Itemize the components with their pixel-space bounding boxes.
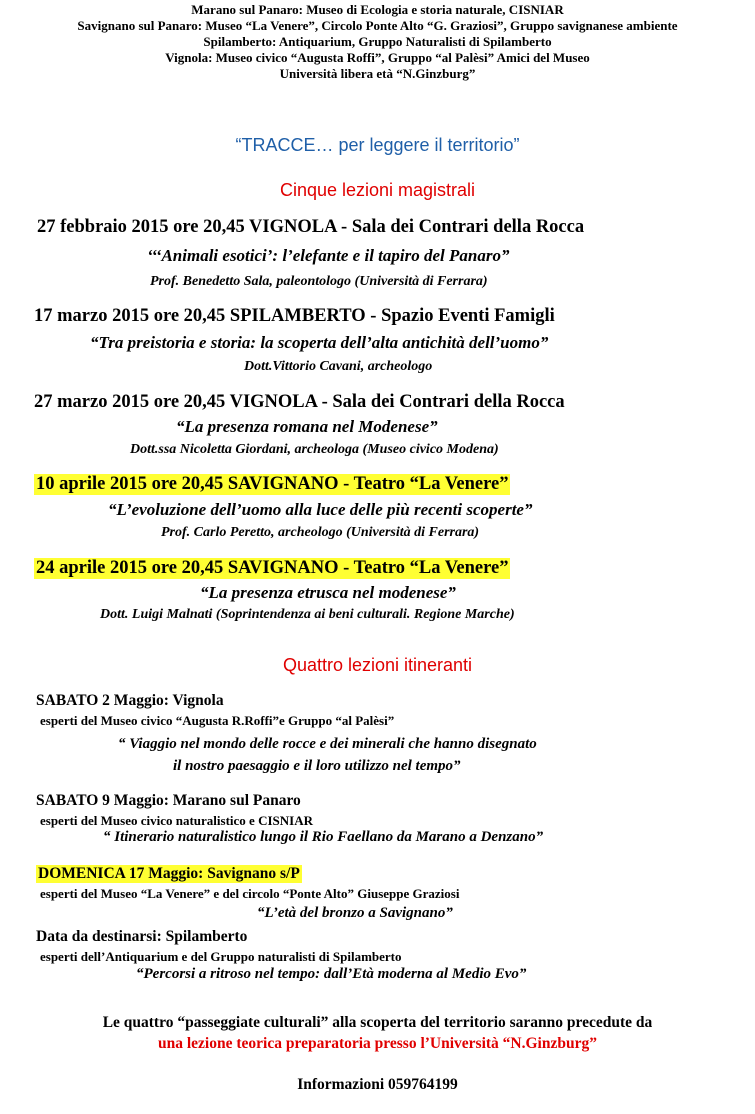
walk-3-title-line-1: “L’età del bronzo a Savignano” [257,905,453,921]
lecture-2-date: 17 marzo 2015 ore 20,45 SPILAMBERTO - Spazio Eventi Famigli [34,306,555,326]
footer-line-1: Le quattro “passeggiate culturali” alla scoperta del territorio saranno precedute da [102,1014,653,1031]
walk-2-title-line-1: “ Itinerario naturalistico lungo il Rio Faellano da Marano a Denzano” [103,829,544,845]
footer-line-2: una lezione teorica preparatoria presso l’Università “N.Ginzburg” [158,1035,597,1052]
lecture-2-title: “Tra preistoria e storia: la scoperta dell’alta antichità dell’uomo” [90,333,549,352]
lecture-4-date: 10 aprile 2015 ore 20,45 SAVIGNANO - Teatro “La Venere” [36,474,509,494]
walk-3-head: DOMENICA 17 Maggio: Savignano s/P [38,865,300,882]
page-title: “TRACCE… per leggere il territorio” [235,135,520,155]
walk-4-experts: esperti dell’Antiquarium e del Gruppo naturalisti di Spilamberto [40,949,402,964]
header-line-3: Spilamberto: Antiquarium, Gruppo Naturalisti di Spilamberto [203,34,552,49]
walk-2-head: SABATO 9 Maggio: Marano sul Panaro [36,792,301,809]
lecture-2-speaker: Dott.Vittorio Cavani, archeologo [244,359,433,374]
lecture-3-speaker: Dott.ssa Nicoletta Giordani, archeologa (Museo civico Modena) [130,442,499,457]
lecture-4-title: “L’evoluzione dell’uomo alla luce delle più recenti scoperte” [108,500,533,519]
lecture-1-speaker: Prof. Benedetto Sala, paleontologo (Università di Ferrara) [150,274,488,289]
walk-1-title-line-1: “ Viaggio nel mondo delle rocce e dei minerali che hanno disegnato [118,736,537,752]
walk-2-experts: esperti del Museo civico naturalistico e CISNIAR [40,813,313,828]
walk-3-experts: esperti del Museo “La Venere” e del circolo “Ponte Alto” Giuseppe Graziosi [40,886,460,901]
lecture-1-date: 27 febbraio 2015 ore 20,45 VIGNOLA - Sala dei Contrari della Rocca [37,217,585,237]
section-heading-lectures: Cinque lezioni magistrali [279,180,476,200]
lecture-3-date: 27 marzo 2015 ore 20,45 VIGNOLA - Sala dei Contrari della Rocca [34,392,565,412]
header-line-4: Vignola: Museo civico “Augusta Roffi”, Gruppo “al Palèsi” Amici del Museo [165,50,590,65]
walk-4-title-line-1: “Percorsi a ritroso nel tempo: dall’Età moderna al Medio Evo” [136,966,527,982]
lecture-5-title: “La presenza etrusca nel modenese” [200,583,456,602]
lecture-5-speaker: Dott. Luigi Malnati (Soprintendenza ai beni culturali. Regione Marche) [100,607,515,622]
walk-1-head: SABATO 2 Maggio: Vignola [36,692,224,709]
section-heading-walks: Quattro lezioni itineranti [282,655,473,675]
footer-info: Informazioni 059764199 [297,1076,458,1093]
header-line-2: Savignano sul Panaro: Museo “La Venere”, Circolo Ponte Alto “G. Graziosi”, Gruppo savignanese ambiente [77,18,678,33]
walk-4-head: Data da destinarsi: Spilamberto [36,928,248,945]
header-line-1: Marano sul Panaro: Museo di Ecologia e storia naturale, CISNIAR [191,2,564,17]
lecture-5-date: 24 aprile 2015 ore 20,45 SAVIGNANO - Teatro “La Venere” [36,558,509,578]
walk-1-experts: esperti del Museo civico “Augusta R.Roffi”e Gruppo “al Palèsi” [40,713,395,728]
lecture-4-speaker: Prof. Carlo Peretto, archeologo (Università di Ferrara) [161,525,480,540]
walk-1-title-line-2: il nostro paesaggio e il loro utilizzo nel tempo” [173,758,461,774]
lecture-3-title: “La presenza romana nel Modenese” [176,417,438,436]
lecture-1-title: ‘‘‘Animali esotici’: l’elefante e il tapiro del Panaro” [147,246,510,265]
header-line-5: Università libera età “N.Ginzburg” [279,66,476,81]
